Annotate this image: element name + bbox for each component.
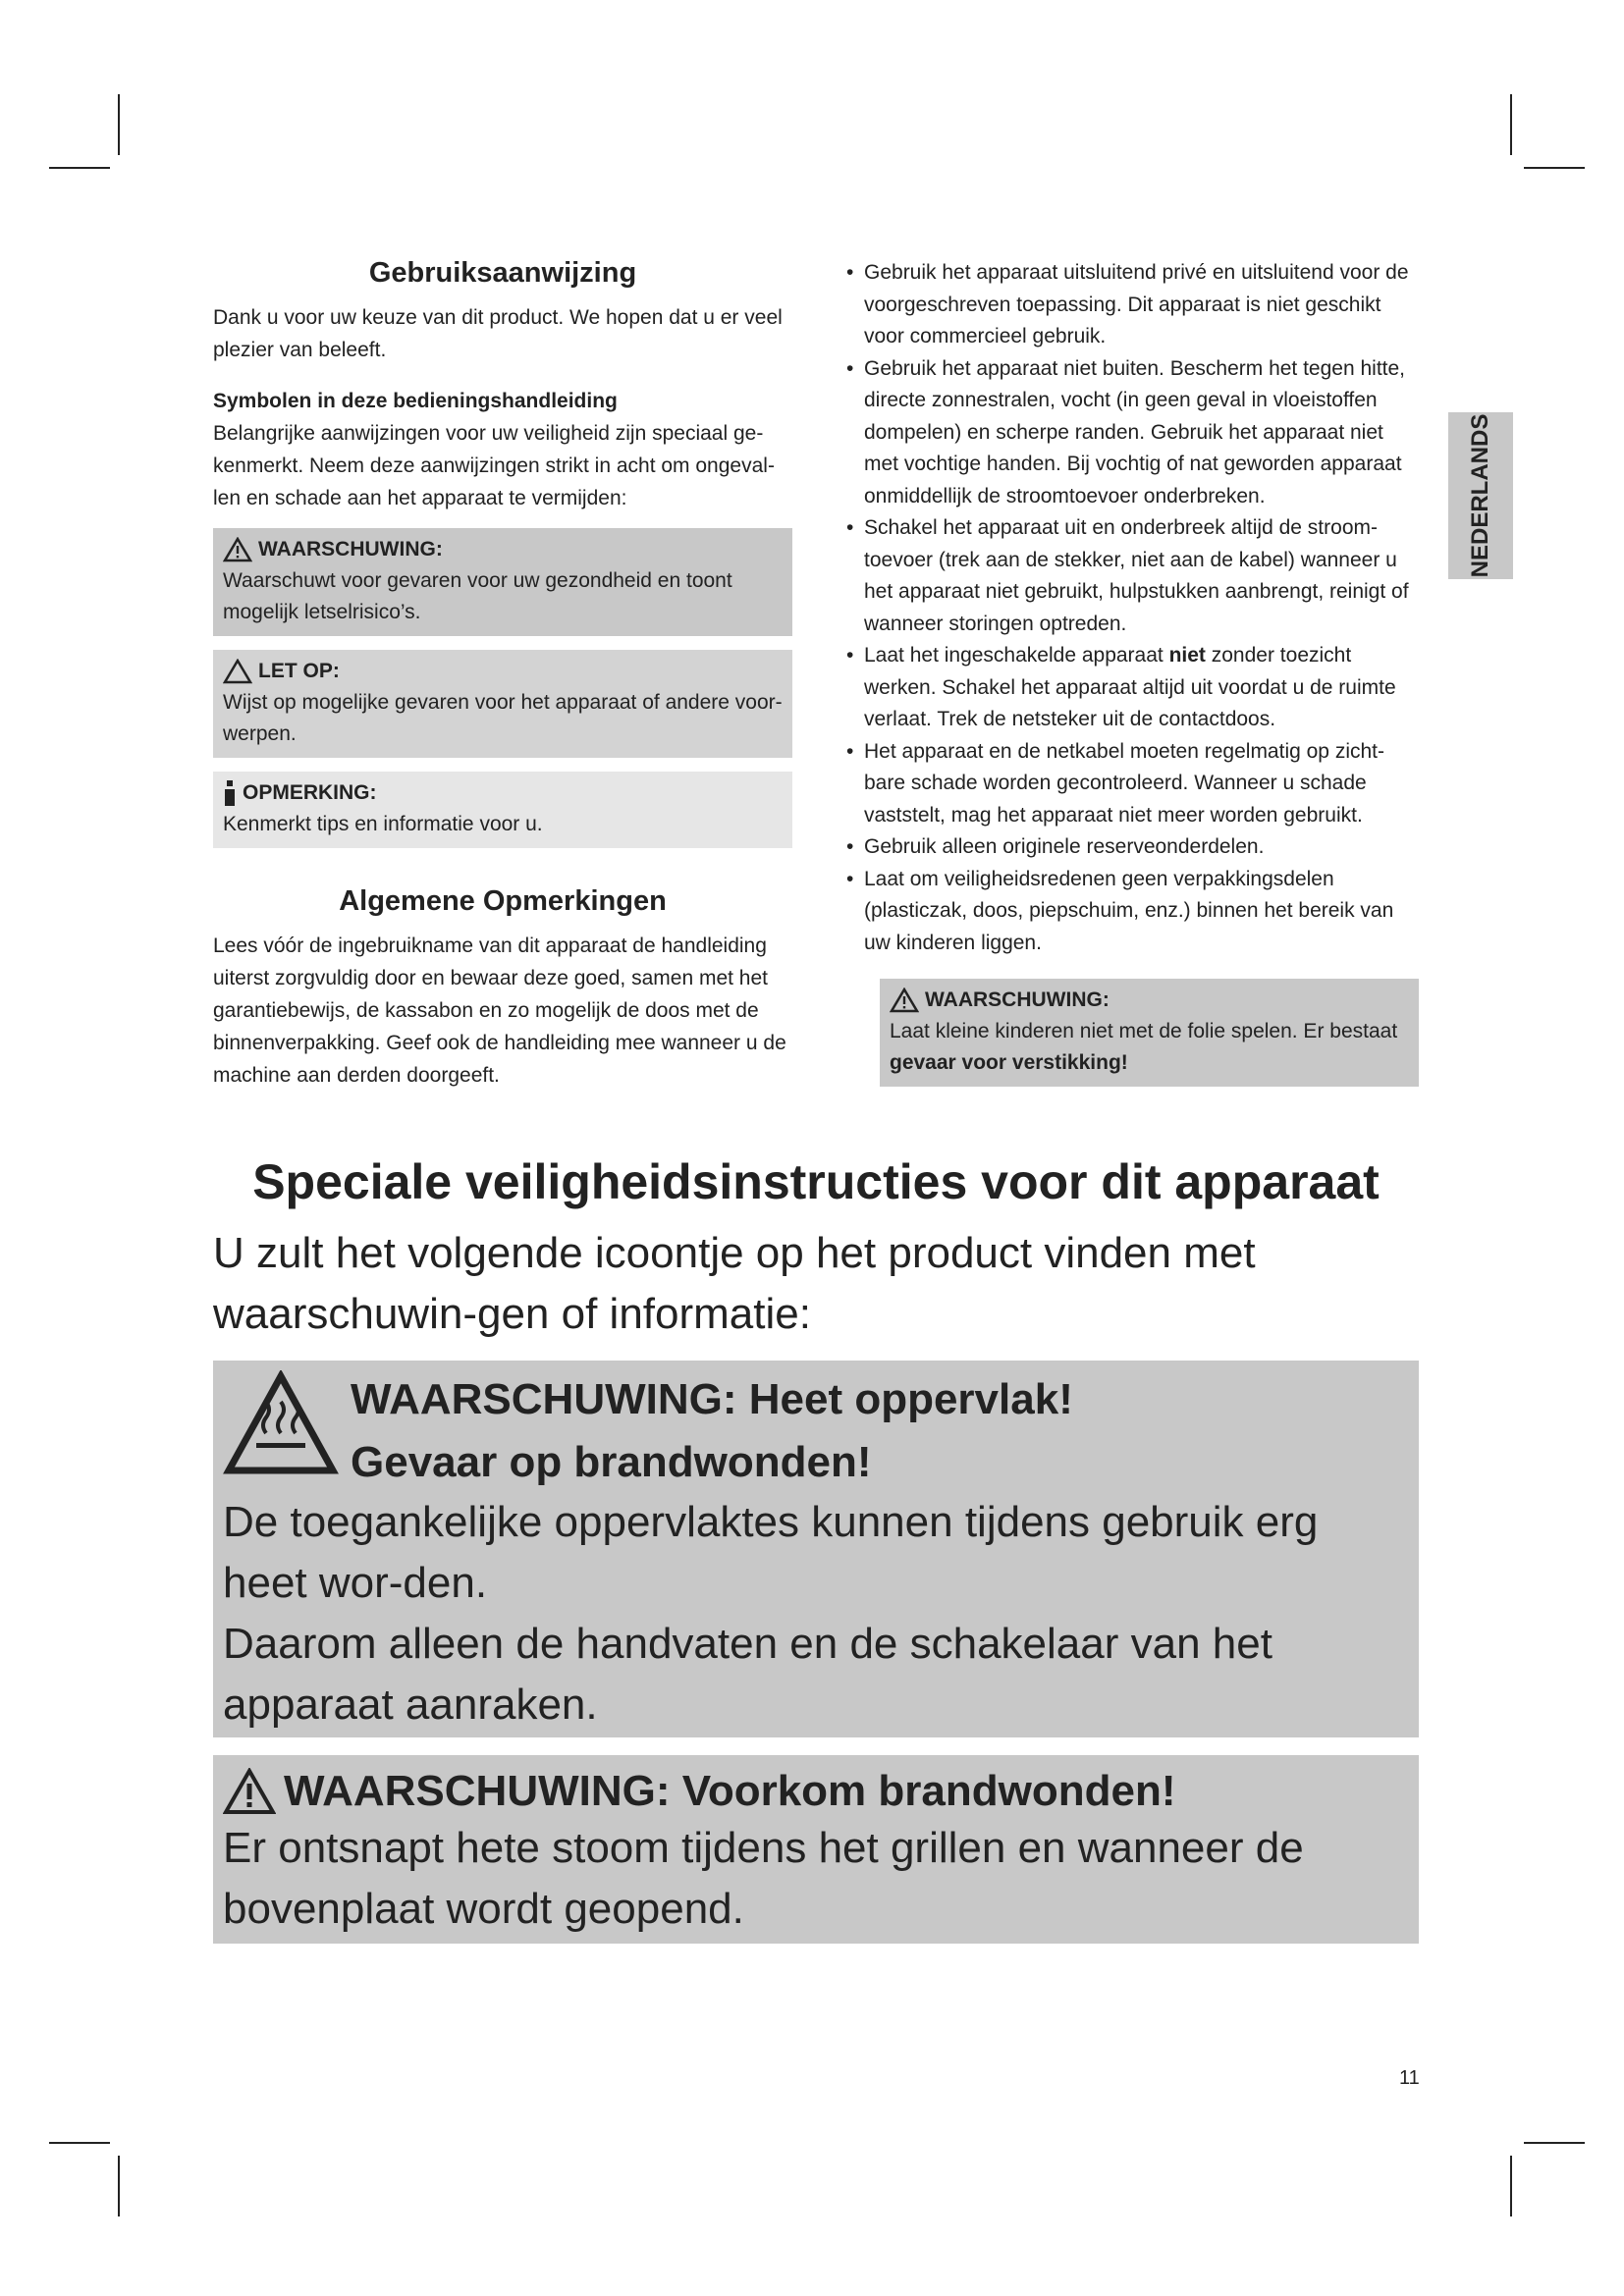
warning-bold-text: gevaar voor verstikking!	[890, 1051, 1128, 1074]
symbols-text: Belangrijke aanwijzingen voor uw veiligheid zijn speciaal ge-kenmerkt. Neem deze aanwijzingen strikt in acht om ongeval-len en schade aan het apparaat te vermijden:	[213, 422, 775, 509]
crop-mark	[118, 94, 120, 155]
symbols-heading: Symbolen in deze bedieningshandleiding	[213, 390, 618, 412]
general-title: Algemene Opmerkingen	[339, 885, 667, 917]
caution-text: Wijst op mogelijke gevaren voor het apparaat of andere voor-werpen.	[223, 691, 783, 745]
list-item: • Gebruik het apparaat uitsluitend privé en uitsluitend voor de voorgeschreven toepassing. Dit apparaat is niet geschikt voor commercieel gebruik.	[846, 261, 1409, 347]
intro-text: Dank u voor uw keuze van dit product. We hopen dat u er veel plezier van beleeft.	[213, 306, 783, 361]
burn-warning-box	[213, 1755, 1419, 1944]
list-item: • Gebruik het apparaat niet buiten. Bescherm het tegen hitte, directe zonnestralen, vocht (in geen geval in vloeistoffen dompelen) en scherpe randen. Gebruik het apparaat niet met vochtige handen. Bij vochtig of nat geworden apparaat onmiddellijk de stroomtoevoer onderbreken.	[846, 356, 1406, 507]
caution-title: LET OP:	[258, 660, 340, 682]
warning-text: Laat kleine kinderen niet met de folie spelen. Er bestaat	[890, 1020, 1398, 1042]
crop-mark	[1524, 2142, 1585, 2144]
crop-mark	[49, 167, 110, 169]
warning-triangle-icon	[223, 537, 252, 562]
warning-title: WAARSCHUWING:	[258, 538, 443, 561]
language-label: NEDERLANDS	[1467, 413, 1493, 578]
burn-warning-title: WAARSCHUWING: Voorkom brandwonden!	[284, 1767, 1176, 1815]
list-item: • Laat het ingeschakelde apparaat niet zonder toezicht werken. Schakel het apparaat altijd uit voordat u de ruimte verlaat. Trek de netsteker uit de contactdoos.	[846, 644, 1396, 730]
left-column	[213, 257, 792, 1092]
caution-box	[213, 650, 792, 758]
suffocation-warning-box	[880, 979, 1419, 1087]
list-item: • Schakel het apparaat uit en onderbreek altijd de stroom-toevoer (trek aan de stekker, niet aan de kabel) wanneer u het apparaat niet gebruikt, hulpstukken aanbrengt, reinigt of wanneer storingen optreden.	[846, 516, 1409, 635]
hot-surface-icon	[223, 1370, 339, 1476]
crop-mark	[49, 2142, 110, 2144]
crop-mark	[1510, 94, 1512, 155]
note-text: Kenmerkt tips en informatie voor u.	[223, 813, 543, 835]
list-item: • Laat om veiligheidsredenen geen verpakkingsdelen (plasticzak, doos, piepschuim, enz.) binnen het bereik van uw kinderen liggen.	[846, 867, 1394, 954]
warning-title: WAARSCHUWING:	[925, 988, 1110, 1011]
warning-triangle-icon	[223, 1768, 276, 1815]
manual-title: Gebruiksaanwijzing	[368, 257, 637, 289]
right-column	[835, 257, 1419, 1087]
language-tab	[1448, 412, 1513, 579]
hot-surface-box	[213, 1361, 1419, 1737]
caution-triangle-icon	[223, 659, 252, 684]
list-item: • Gebruik alleen originele reserveonderdelen.	[846, 835, 1265, 858]
special-title: Speciale veiligheidsinstructies voor dit apparaat	[252, 1154, 1380, 1209]
safety-list	[835, 257, 1419, 959]
crop-mark	[1524, 167, 1585, 169]
page-number: 11	[1399, 2067, 1420, 2089]
note-title: OPMERKING:	[243, 781, 377, 804]
crop-mark	[118, 2156, 120, 2216]
burn-warning-text: Er ontsnapt hete stoom tijdens het grillen en wanneer de bovenplaat wordt geopend.	[223, 1824, 1304, 1933]
hot-surface-text: De toegankelijke oppervlaktes kunnen tijdens gebruik erg heet wor-den. Daarom alleen de handvaten en de schakelaar van het apparaat aanraken.	[223, 1498, 1319, 1729]
note-box	[213, 772, 792, 848]
hot-surface-title: WAARSCHUWING: Heet oppervlak! Gevaar op brandwonden!	[351, 1375, 1073, 1486]
general-text: Lees vóór de ingebruikname van dit apparaat de handleiding uiterst zorgvuldig door en bewaar deze goed, samen met het garantiebewijs, de kassabon en zo mogelijk de doos met de binnenverpakking. Geef ook de handleiding mee wanneer u de machine aan derden doorgeeft.	[213, 934, 786, 1087]
warning-box	[213, 528, 792, 636]
list-item: • Het apparaat en de netkabel moeten regelmatig op zicht-bare schade worden gecontroleerd. Wanneer u schade vaststelt, mag het apparaat niet meer worden gebruikt.	[846, 739, 1384, 827]
warning-text: Waarschuwt voor gevaren voor uw gezondheid en toont mogelijk letselrisico’s.	[223, 569, 732, 623]
special-safety-section	[213, 1148, 1419, 1345]
special-lead: U zult het volgende icoontje op het product vinden met waarschuwin-gen of informatie:	[213, 1229, 1256, 1338]
info-icon	[223, 779, 237, 807]
crop-mark	[1510, 2156, 1512, 2216]
warning-triangle-icon	[890, 988, 919, 1013]
